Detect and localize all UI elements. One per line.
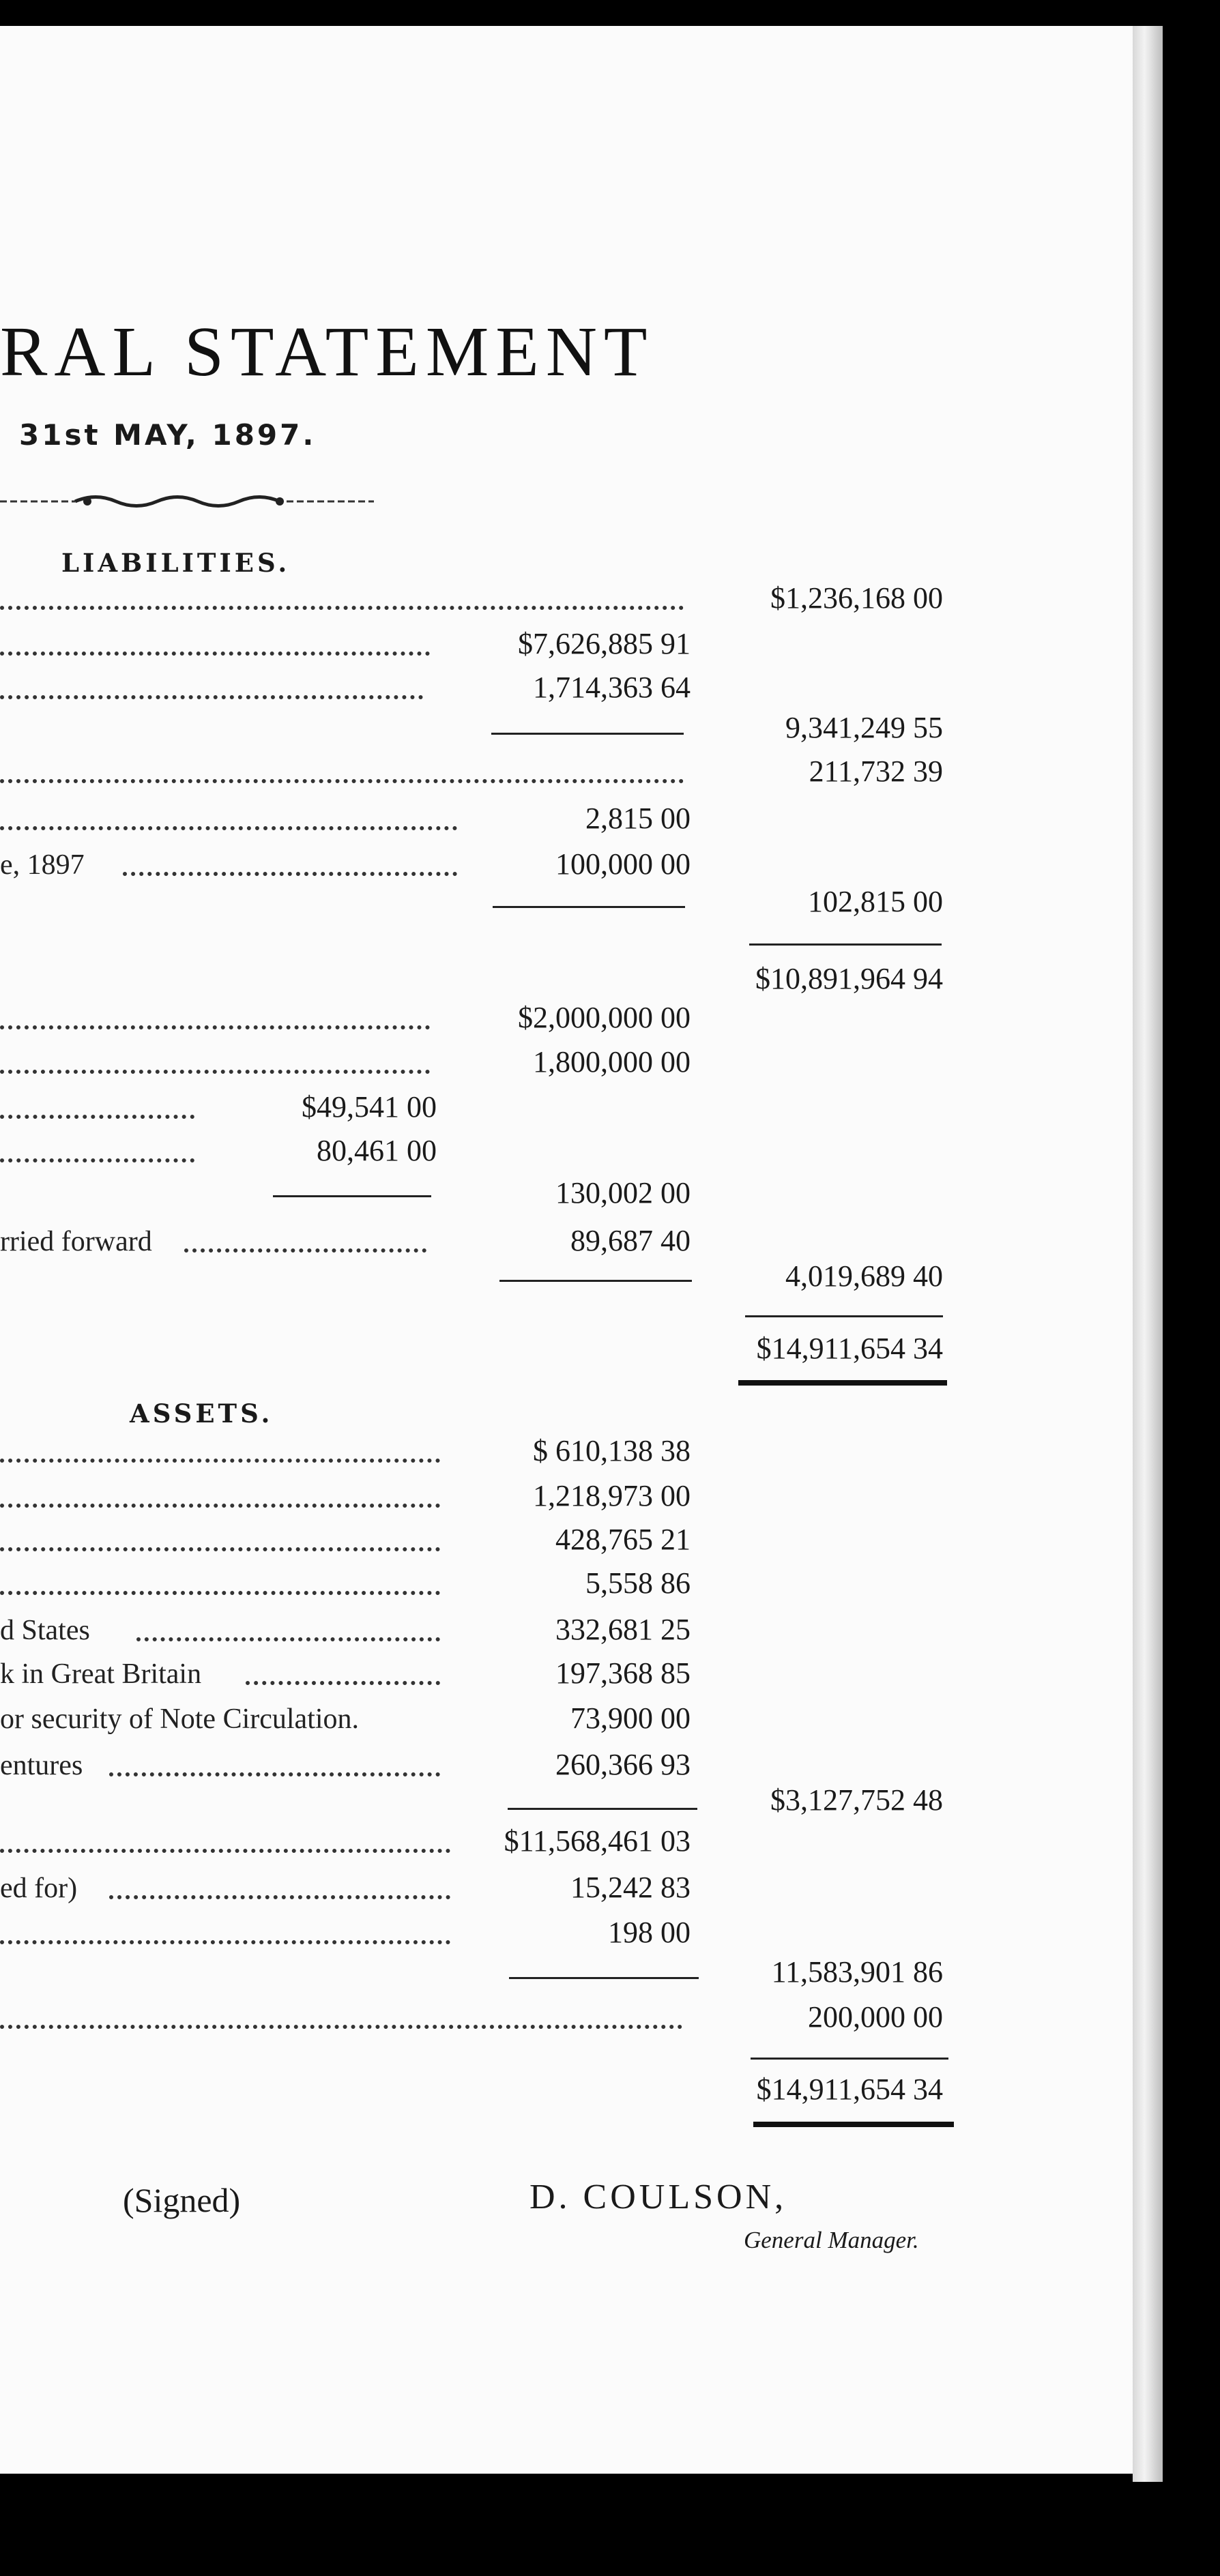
liability-amount: 211,732 39 bbox=[809, 755, 943, 788]
dot-leader bbox=[0, 695, 423, 699]
liability-row bbox=[0, 1087, 1133, 1128]
subtotal-rule bbox=[749, 943, 942, 946]
subtotal-rule bbox=[751, 2058, 948, 2060]
asset-row bbox=[0, 1610, 1133, 1651]
asset-label: entures bbox=[0, 1750, 83, 1781]
asset-row bbox=[0, 1520, 1133, 1561]
asset-amount: 260,366 93 bbox=[555, 1748, 691, 1781]
liability-amount: 4,019,689 40 bbox=[785, 1259, 943, 1293]
dot-leader bbox=[0, 1849, 450, 1853]
dot-leader bbox=[246, 1681, 440, 1685]
liability-row bbox=[0, 708, 1133, 749]
dot-leader bbox=[0, 1025, 430, 1029]
liability-amount: 1,714,363 64 bbox=[533, 671, 691, 704]
liability-row bbox=[0, 624, 1133, 665]
page-title: RAL STATEMENT bbox=[0, 312, 654, 391]
asset-row bbox=[0, 1564, 1133, 1605]
asset-amount: 1,218,973 00 bbox=[533, 1479, 691, 1512]
liability-row bbox=[0, 845, 1133, 886]
dot-leader bbox=[0, 779, 684, 783]
asset-amount: $ 610,138 38 bbox=[533, 1434, 691, 1467]
liability-row bbox=[0, 998, 1133, 1039]
liability-row bbox=[0, 799, 1133, 840]
asset-label: k in Great Britain bbox=[0, 1658, 202, 1690]
liability-total-row bbox=[0, 959, 1133, 1000]
liability-amount: 1,800,000 00 bbox=[533, 1045, 691, 1079]
dot-leader bbox=[123, 872, 457, 876]
dot-leader bbox=[0, 652, 430, 656]
dot-leader bbox=[0, 606, 684, 610]
asset-amount: 200,000 00 bbox=[808, 2000, 943, 2034]
liability-amount: 130,002 00 bbox=[555, 1176, 691, 1210]
liability-label: e, 1897 bbox=[0, 849, 85, 881]
asset-row bbox=[0, 1868, 1133, 1909]
liability-amount: $10,891,964 94 bbox=[755, 962, 943, 995]
asset-label: ed for) bbox=[0, 1873, 78, 1904]
dot-leader bbox=[0, 1158, 194, 1162]
liabilities-heading: LIABILITIES. bbox=[61, 548, 291, 578]
dot-leader bbox=[0, 1070, 430, 1074]
liability-amount: 89,687 40 bbox=[570, 1224, 691, 1257]
dot-leader bbox=[184, 1248, 426, 1253]
asset-amount: 15,242 83 bbox=[570, 1871, 691, 1904]
dot-leader bbox=[0, 826, 457, 830]
liability-row bbox=[0, 1042, 1133, 1083]
dot-leader bbox=[0, 1940, 450, 1944]
dot-leader bbox=[0, 1591, 440, 1595]
subtotal-rule bbox=[745, 1315, 943, 1317]
liability-row bbox=[0, 882, 1133, 923]
liability-row bbox=[0, 1221, 1133, 1262]
asset-row bbox=[0, 1654, 1133, 1695]
liability-amount: 100,000 00 bbox=[555, 847, 691, 881]
asset-amount: 428,765 21 bbox=[555, 1523, 691, 1556]
asset-amount: $3,127,752 48 bbox=[770, 1783, 943, 1817]
liability-row bbox=[0, 1257, 1133, 1298]
page-edge bbox=[1133, 26, 1163, 2482]
asset-row bbox=[0, 1431, 1133, 1472]
asset-amount: 11,583,901 86 bbox=[771, 1955, 943, 1989]
asset-label: or security of Note Circulation. bbox=[0, 1703, 360, 1735]
liability-row bbox=[0, 752, 1133, 793]
liability-amount: $7,626,885 91 bbox=[518, 627, 691, 660]
liability-amount: 80,461 00 bbox=[317, 1134, 437, 1167]
liability-amount: $1,236,168 00 bbox=[770, 581, 943, 615]
asset-grand-total: $14,911,654 34 bbox=[756, 2073, 943, 2106]
statement-page bbox=[0, 26, 1133, 2474]
liability-row bbox=[0, 1173, 1133, 1214]
ornament-divider-icon bbox=[0, 490, 382, 513]
liability-row bbox=[0, 1131, 1133, 1172]
asset-row bbox=[0, 1952, 1133, 1993]
dot-leader bbox=[136, 1637, 440, 1641]
grand-total-rule bbox=[753, 2122, 954, 2127]
asset-amount: $11,568,461 03 bbox=[504, 1824, 691, 1858]
signatory-title: General Manager. bbox=[744, 2227, 919, 2253]
liability-amount: 2,815 00 bbox=[585, 802, 691, 835]
grand-total-rule bbox=[738, 1380, 947, 1386]
dot-leader bbox=[0, 1547, 440, 1551]
assets-heading: ASSETS. bbox=[130, 1399, 274, 1429]
liability-amount: $2,000,000 00 bbox=[518, 1001, 691, 1034]
liability-amount: $49,541 00 bbox=[302, 1090, 437, 1124]
dot-leader bbox=[0, 1459, 440, 1463]
asset-row bbox=[0, 1997, 1133, 2038]
asset-amount: 5,558 86 bbox=[585, 1566, 691, 1600]
statement-date: 31st MAY, 1897. bbox=[19, 418, 317, 452]
dot-leader bbox=[109, 1772, 440, 1776]
liability-grand-total-row bbox=[0, 1329, 1133, 1370]
asset-row bbox=[0, 1821, 1133, 1862]
liability-amount: 102,815 00 bbox=[808, 885, 943, 918]
asset-amount: 332,681 25 bbox=[555, 1613, 691, 1646]
dot-leader bbox=[0, 1504, 440, 1508]
asset-amount: 73,900 00 bbox=[570, 1701, 691, 1735]
signed-label: (Signed) bbox=[123, 2181, 241, 2219]
dot-leader bbox=[109, 1895, 450, 1899]
asset-amount: 197,368 85 bbox=[555, 1656, 691, 1690]
asset-amount: 198 00 bbox=[608, 1916, 691, 1949]
asset-grand-total-row bbox=[0, 2070, 1133, 2111]
asset-row bbox=[0, 1745, 1133, 1786]
liability-grand-total: $14,911,654 34 bbox=[756, 1332, 943, 1365]
liability-row bbox=[0, 579, 1133, 619]
asset-row bbox=[0, 1913, 1133, 1954]
liability-amount: 9,341,249 55 bbox=[785, 711, 943, 744]
dot-leader bbox=[0, 2025, 682, 2029]
dot-leader bbox=[0, 1115, 194, 1119]
asset-row bbox=[0, 1699, 1133, 1740]
asset-label: d States bbox=[0, 1615, 90, 1646]
liability-row bbox=[0, 668, 1133, 709]
asset-row bbox=[0, 1476, 1133, 1517]
asset-subtotal-row bbox=[0, 1781, 1133, 1821]
liability-label: rried forward bbox=[0, 1226, 152, 1257]
signatory-name: D. COULSON, bbox=[529, 2178, 787, 2216]
